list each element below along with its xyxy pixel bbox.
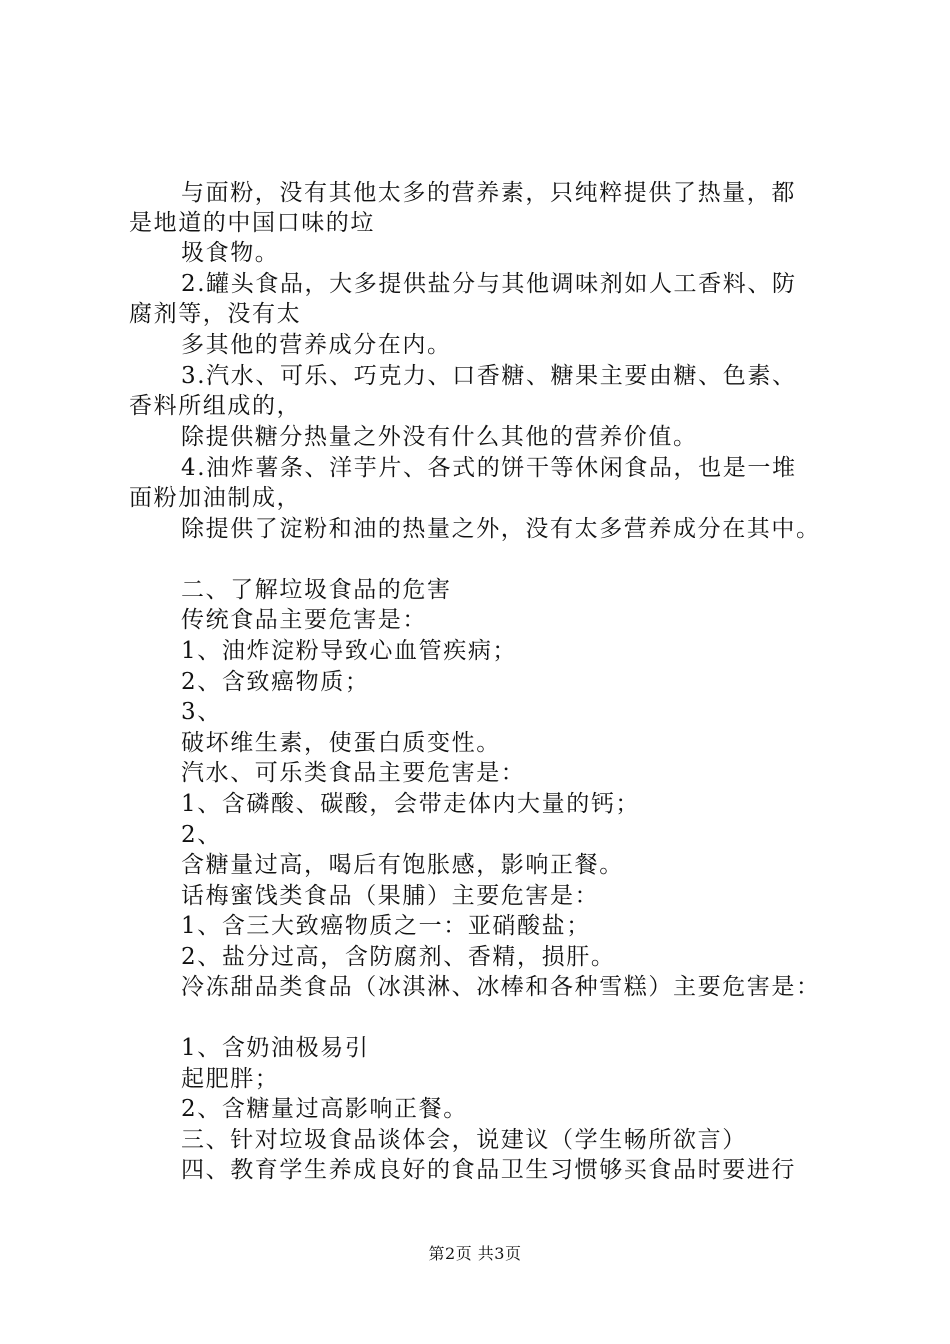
text-line: 面粉加油制成， [129, 485, 302, 511]
text-line: 汽水、可乐类食品主要危害是： [181, 760, 526, 786]
text-line: 2.罐头食品，大多提供盐分与其他调味剂如人工香料、防 [181, 271, 797, 297]
section-heading: 三、针对垃圾食品谈体会，说建议（学生畅所欲言） [181, 1127, 747, 1153]
list-item: 2、盐分过高，含防腐剂、香精，损肝。 [181, 944, 616, 970]
text-line: 破坏维生素，使蛋白质变性。 [181, 730, 501, 756]
text-line: 含糖量过高，喝后有饱胀感，影响正餐。 [181, 852, 624, 878]
text-line: 3.汽水、可乐、巧克力、口香糖、糖果主要由糖、色素、 [181, 363, 797, 389]
text-line: 话梅蜜饯类食品（果脯）主要危害是： [181, 883, 600, 909]
text-line: 腐剂等，没有太 [129, 301, 302, 327]
text-line: 传统食品主要危害是： [181, 607, 427, 633]
page-footer: 第2页 共3页 [428, 1244, 522, 1263]
list-item: 3、 [181, 699, 222, 725]
list-item: 1、含奶油极易引 [181, 1035, 370, 1061]
text-line: 除提供糖分热量之外没有什么其他的营养价值。 [181, 424, 698, 450]
list-item: 2、含糖量过高影响正餐。 [181, 1096, 468, 1122]
list-item: 1、含磷酸、碳酸，会带走体内大量的钙； [181, 791, 641, 817]
text-line: 除提供了淀粉和油的热量之外，没有太多营养成分在其中。 [181, 516, 821, 542]
text-line: 多其他的营养成分在内。 [181, 332, 452, 358]
text-line: 起肥胖； [181, 1066, 280, 1092]
text-line: 与面粉，没有其他太多的营养素，只纯粹提供了热量，都 [181, 180, 796, 206]
text-line: 香料所组成的， [129, 393, 302, 419]
text-line: 冷冻甜品类食品（冰淇淋、冰棒和各种雪糕）主要危害是： [181, 974, 821, 1000]
list-item: 1、含三大致癌物质之一：亚硝酸盐； [181, 913, 591, 939]
text-line: 4.油炸薯条、洋芋片、各式的饼干等休闲食品，也是一堆 [181, 455, 797, 481]
list-item: 2、含致癌物质； [181, 669, 370, 695]
section-heading: 四、教育学生养成良好的食品卫生习惯够买食品时要进行 [181, 1157, 796, 1183]
text-line: 是地道的中国口味的垃 [129, 210, 375, 236]
section-heading: 二、了解垃圾食品的危害 [181, 577, 452, 603]
list-item: 2、 [181, 822, 222, 848]
text-line: 圾食物。 [181, 240, 280, 266]
list-item: 1、油炸淀粉导致心血管疾病； [181, 638, 518, 664]
